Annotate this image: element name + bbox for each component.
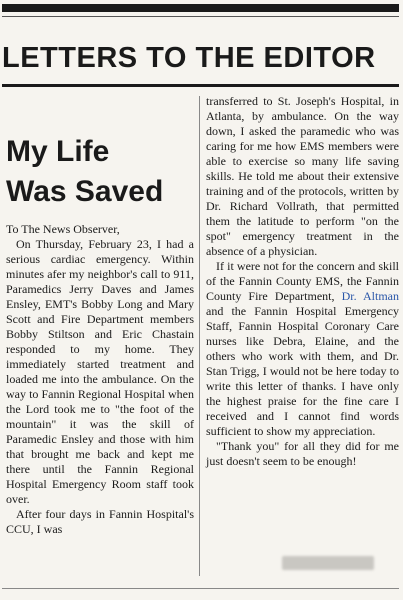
headline-line-1: My Life xyxy=(6,135,110,168)
right-column xyxy=(206,94,399,469)
left-column xyxy=(6,98,194,537)
paragraph xyxy=(206,259,399,439)
bottom-rule xyxy=(2,588,399,589)
section-masthead: LETTERS TO THE EDITOR xyxy=(2,42,376,74)
paragraph-segment: and the Fannin Hospital Emergency Staff, Fannin Hospital Coronary Care nurses like Debra, Elaine, and the others who work with them, and Dr. Stan Trigg, I would not be here today to write this letter of thanks. I have only the highest praise for the fine care I received and I cannot find words sufficient to show my appreciation. xyxy=(206,304,399,438)
top-rule xyxy=(2,4,399,12)
highlighted-name: Dr. Altman xyxy=(341,289,399,303)
header-line xyxy=(2,16,399,17)
right-column-text xyxy=(206,94,399,469)
headline xyxy=(6,132,194,212)
salutation: To The News Observer, xyxy=(6,222,120,236)
paragraph: transferred to St. Joseph's Hospital, in Atlanta, by ambulance. On the way down, I asked the paramedic who was caring for me how EMS members were able to exercise so many life saving skills. He told me about their extensive training and of the protocols, written by Dr. Richard Vollrath, that permitted them the latitude to perform "on the spot" emergency treatment in the absence of a physician. xyxy=(206,94,399,258)
blurred-signature xyxy=(282,556,374,570)
masthead-rule xyxy=(2,84,399,87)
paragraph-segment: If it were not for the concern and skill of the Fannin County EMS, the Fannin County Fire Department, xyxy=(206,259,399,303)
paragraph: On Thursday, February 23, I had a serious cardiac emergency. Within minutes afer my neighbor's call to 911, Paramedics Jerry Daves and James Ensley, EMT's Bobby Long and Mary Scott and Fire Department members Bobby Stiltson and Eric Chastain responded to my home. They immediately started treatment and loaded me into the ambulance. On the way to Fannin Regional Hospital when the Lord took me to "the foot of the mountain" it was the skill of Paramedic Ensley and those with him that brought me back and kept me there until the Fannin Regional Hospital Emergency Room staff took over. xyxy=(6,237,194,506)
headline-line-2: Was Saved xyxy=(6,175,164,208)
left-column-text xyxy=(6,222,194,537)
paragraph: "Thank you" for all they did for me just doesn't seem to be enough! xyxy=(206,439,399,468)
paragraph: After four days in Fannin Hospital's CCU, I was xyxy=(6,507,194,536)
column-divider xyxy=(199,96,200,576)
